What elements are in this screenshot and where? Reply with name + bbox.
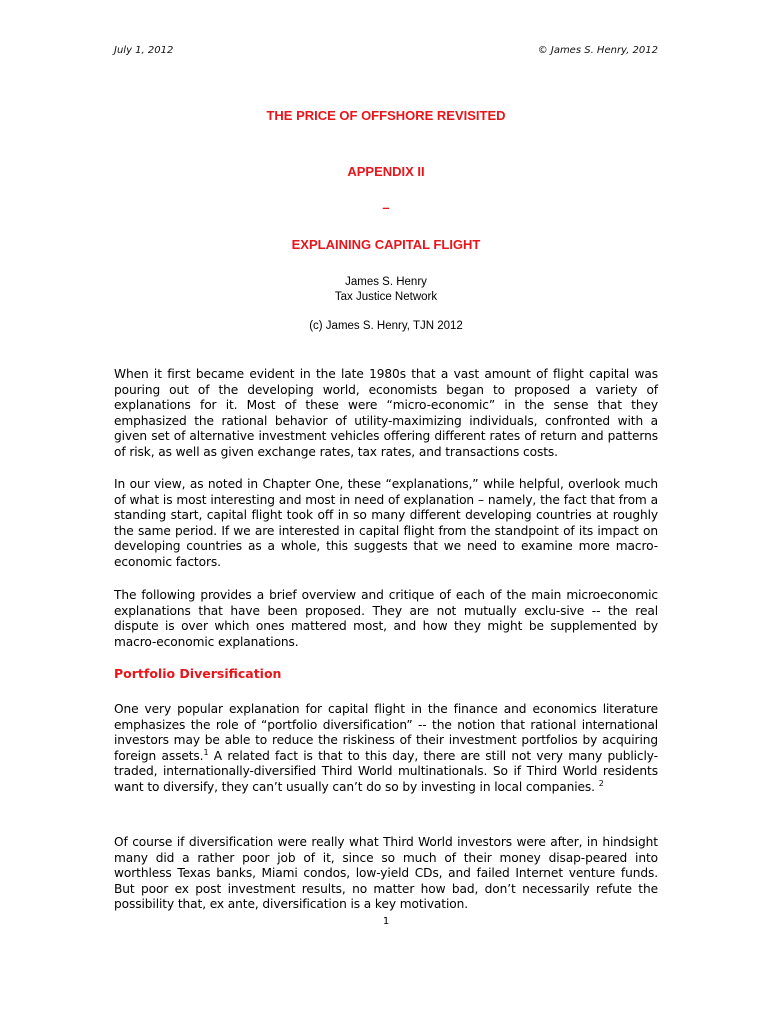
appendix-title: APPENDIX II bbox=[347, 164, 425, 179]
title-dash: – bbox=[382, 200, 390, 215]
paragraph-2: In our view, as noted in Chapter One, these “explanations,” while helpful, overlook much of what is most interesting and most in need of explanation – namely, the fact that from a standing start, capital flight took off in so many different developing countries at roughly the same period. If we are interested in capital flight from the standpoint of its impact on developing countries as a whole, this suggests that we need to examine more macro-economic factors. bbox=[114, 477, 658, 569]
paragraph-3: The following provides a brief overview and critique of each of the main microeconomic explanations that have been proposed. They are not mutually exclu-sive -- the real dispute is over which ones mattered most, and how they might be supplemented by macro-economic explanations. bbox=[114, 588, 658, 649]
footnote-marker-1[interactable]: 1 bbox=[203, 747, 209, 757]
paragraph-4-part-1: One very popular explanation for capital flight in the finance and economics literature emphasizes the role of “portfolio diversification” -- the notion that rational international investors may be able to reduce the riskiness of their investment portfolios by acquiring foreign assets. bbox=[114, 702, 658, 763]
section-heading: Portfolio Diversification bbox=[114, 666, 282, 681]
page-number: 1 bbox=[382, 916, 390, 927]
paragraph-1: When it first became evident in the late 1980s that a vast amount of flight capital was pouring out of the developing world, economists began to proposed a variety of explanations for it. Most of these were “micro-economic” in the sense that they emphasized the rational behavior of utility-maximizing individuals, confronted with a given set of alternative investment vehicles offering different rates of return and patterns of risk, as well as given exchange rates, tax rates, and transactions costs. bbox=[114, 367, 658, 459]
paragraph-4-part-2: A related fact is that to this day, there are still not very many publicly-traded, internationally-diversified Third World multinationals. So if Third World residents want to diversify, they can’t usually can’t do so by investing in local companies. bbox=[114, 748, 658, 794]
paragraph-5: Of course if diversification were really what Third World investors were after, in hindsight many did a rather poor job of it, since so much of their money disap-peared into worthless Texas banks, Miami condos, low-yield CDs, and failed Internet venture funds. But poor ex post investment results, no matter how bad, don’t necessarily refute the possibility that, ex ante, diversification is a key motivation. bbox=[114, 835, 658, 912]
document-subtitle: EXPLAINING CAPITAL FLIGHT bbox=[291, 237, 481, 252]
copyright-notice: (c) James S. Henry, TJN 2012 bbox=[309, 320, 463, 332]
author-name: James S. Henry bbox=[345, 276, 427, 288]
paragraph-4 bbox=[114, 702, 658, 796]
document-title: THE PRICE OF OFFSHORE REVISITED bbox=[266, 108, 506, 123]
header-copyright: © James S. Henry, 2012 bbox=[537, 45, 658, 56]
header-date: July 1, 2012 bbox=[114, 45, 174, 56]
footnote-marker-2[interactable]: 2 bbox=[598, 778, 604, 788]
author-organization: Tax Justice Network bbox=[334, 291, 438, 303]
